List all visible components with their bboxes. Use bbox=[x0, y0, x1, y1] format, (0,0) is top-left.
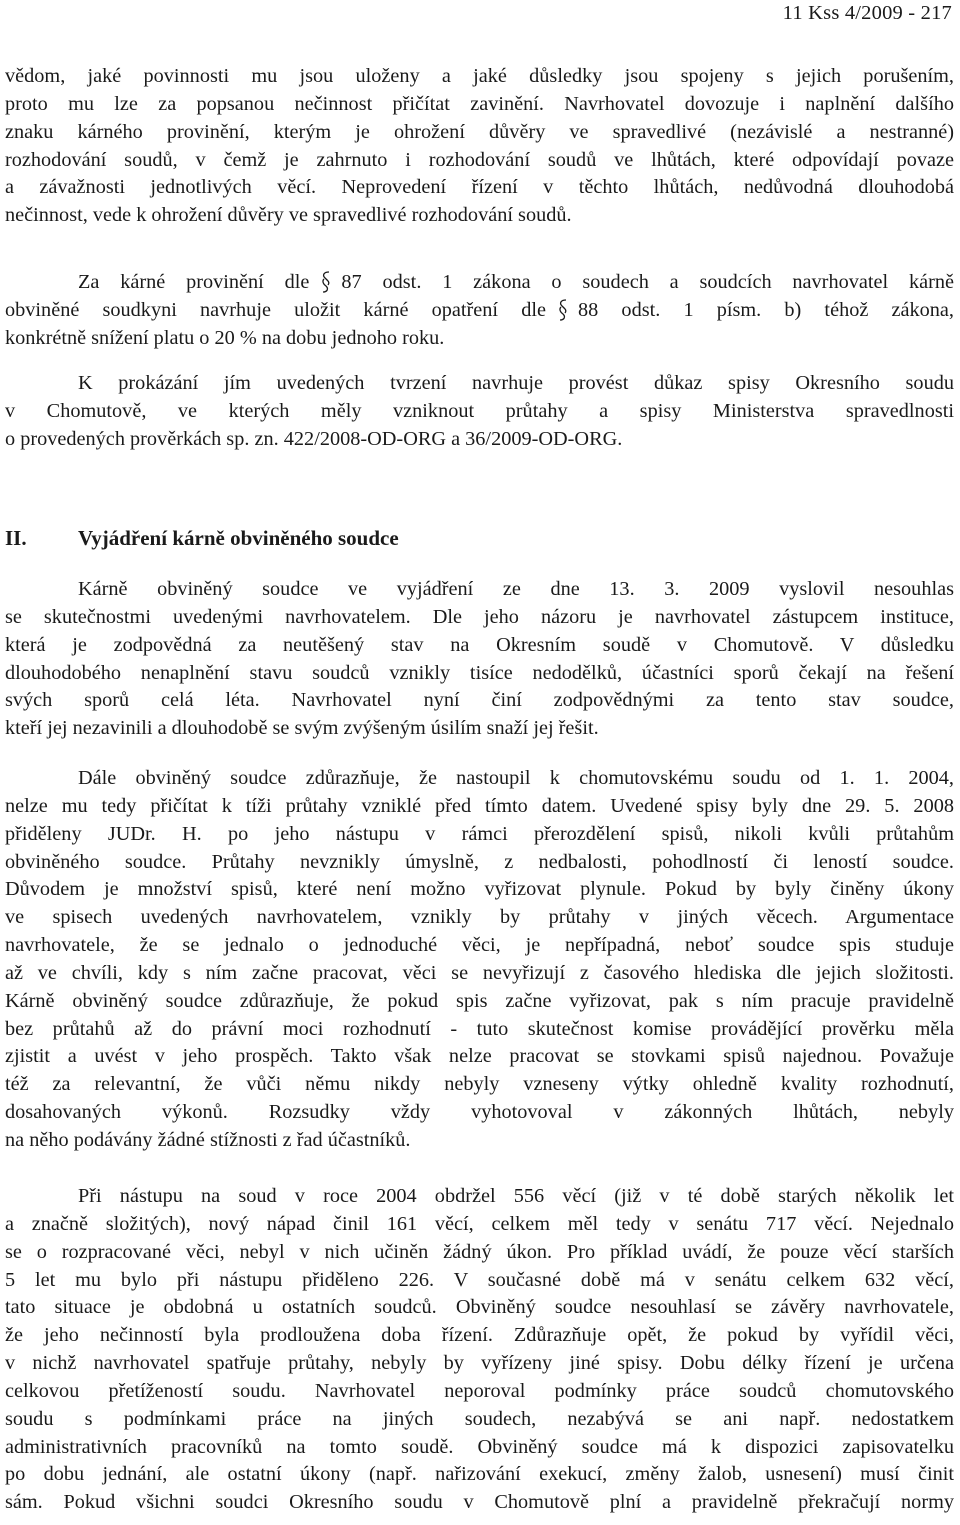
paragraph-2 bbox=[5, 269, 954, 353]
text-fragment: 88 odst. 1 písm. b) téhož zákona, bbox=[578, 298, 954, 321]
text-line: až ve chvíli, kdy s ním začne pracovat, věci se nevyřizují z časového hlediska dle jejich složitosti. bbox=[5, 961, 954, 984]
text-line: Kárně obviněný soudce ve vyjádření ze dne 13. 3. 2009 vyslovil nesouhlas bbox=[78, 578, 954, 600]
text-line: K prokázání jím uvedených tvrzení navrhuje provést důkaz spisy Okresního soudu bbox=[78, 372, 954, 394]
text-line: proto mu lze za popsanou nečinnost přičítat zavinění. Navrhovatel dovozuje i naplnění dalšího bbox=[5, 92, 954, 115]
text-line: kteří jej nezavinili a dlouhodobě se svým zvýšeným úsilím snaží jej řešit. bbox=[5, 717, 599, 740]
text-line: Důvodem je množství spisů, které není možno vyřizovat plynule. Pokud by byly činěny úkony bbox=[5, 878, 954, 901]
paragraph-1 bbox=[5, 63, 954, 230]
text-line: vědom, jaké povinnosti mu jsou uloženy a jaké důsledky jsou spojeny s jejich porušením, bbox=[5, 65, 954, 87]
text-line: rozhodování soudů, v čemž je zahrnuto i rozhodování soudů ve lhůtách, které odpovídají povaze bbox=[5, 148, 954, 171]
text-line: bez průtahů až do právní moci rozhodnutí - tuto skutečnost komise provádějící prověrku měla bbox=[5, 1017, 954, 1040]
text-line: dlouhodobého nenaplnění stavu soudců vznikly tisíce nedodělků, účastníci sporů čekají na řešení bbox=[5, 661, 954, 684]
text-line: nečinnost, vede k ohrožení důvěry ve spravedlivé rozhodování soudů. bbox=[5, 204, 572, 227]
section-heading bbox=[5, 524, 954, 552]
text-line: se o rozpracované věci, nebyl v nich učiněn žádný úkon. Pro příklad uvádí, že pouze věcí starších bbox=[5, 1240, 954, 1263]
page-header-reference: 11 Kss 4/2009 - 217 bbox=[782, 2, 952, 24]
text-line: ve spisech uvedených navrhovatelem, vznikly by průtahy v jiných věcech. Argumentace bbox=[5, 906, 954, 929]
text-line: Dále obviněný soudce zdůrazňuje, že nastoupil k chomutovskému soudu od 1. 1. 2004, bbox=[78, 767, 954, 789]
text-line: dosahovaných výkonů. Rozsudky vždy vyhotovoval v zákonných lhůtách, nebyly bbox=[5, 1101, 954, 1124]
text-line: Kárně obviněný soudce zdůrazňuje, že pokud spis začne vyřizovat, pak s ním pracuje pravidelně bbox=[5, 989, 954, 1012]
section-sign-icon bbox=[557, 298, 569, 322]
section-sign-icon bbox=[320, 270, 332, 294]
text-line: též za relevantní, že vůči němu nikdy nebyly vzneseny výtky ohledně kvality rozhodnutí, bbox=[5, 1073, 954, 1096]
section-title: Vyjádření kárně obviněného soudce bbox=[78, 526, 399, 550]
text-line: v Chomutově, ve kterých měly vzniknout průtahy a spisy Ministerstva spravedlnosti bbox=[5, 399, 954, 422]
text-line: zjistit a uvést v jeho prospěch. Takto však nelze pracovat se stovkami spisů najednou. Považuje bbox=[5, 1045, 954, 1068]
text-line: přiděleny JUDr. H. po jeho nástupu v rámci přerozdělení spisů, nikoli kvůli průtahům bbox=[5, 822, 954, 845]
text-line: 5 let mu bylo při nástupu přiděleno 226. V současné době má v senátu celkem 632 věcí, bbox=[5, 1268, 954, 1291]
paragraph-4 bbox=[5, 576, 954, 743]
text-line: a závažnosti jednotlivých věcí. Neprovedení řízení v těchto lhůtách, nedůvodná dlouhodobá bbox=[5, 176, 954, 199]
paragraph-5 bbox=[5, 765, 954, 1155]
text-line: soudu s podmínkami práce na jiných soudech, nezabývá se ani např. nedostatkem bbox=[5, 1407, 954, 1430]
text-line: navrhovatele, že se jednalo o jednoduché věci, je nepřípadná, neboť soudce spis studuje bbox=[5, 934, 954, 957]
text-line: která je zodpovědná za neutěšený stav na Okresním soudě v Chomutově. V důsledku bbox=[5, 633, 954, 656]
paragraph-6 bbox=[5, 1183, 954, 1517]
paragraph-3 bbox=[5, 370, 954, 454]
text-line: Při nástupu na soud v roce 2004 obdržel 556 věcí (již v té době starých několik let bbox=[78, 1185, 954, 1207]
text-line: nelze mu tedy přičítat k tíži průtahy vzniklé před tímto datem. Uvedené spisy byly dne 29. 5. 2008 bbox=[5, 794, 954, 817]
text-line: administrativních pracovníků na tomto soudě. Obviněný soudce má k dispozici zapisovatelku bbox=[5, 1435, 954, 1458]
text-line: se skutečnostmi uvedenými navrhovatelem. Dle jeho názoru je navrhovatel zástupcem instituce, bbox=[5, 605, 954, 628]
text-line: celkovou přetížeností soudu. Navrhovatel neporoval podmínky práce soudců chomutovského bbox=[5, 1379, 954, 1402]
text-line: svých sporů celá léta. Navrhovatel nyní činí zodpovědnými za tento stav soudce, bbox=[5, 689, 954, 712]
text-line: po dobu jednání, ale ostatní úkony (např. nařizování exekucí, změny žalob, usnesení) musí činit bbox=[5, 1463, 954, 1486]
text-line bbox=[5, 269, 954, 297]
text-line: a značně složitých), nový nápad činil 161 věcí, celkem měl tedy v senátu 717 věcí. Nejednalo bbox=[5, 1212, 954, 1235]
text-line: sám. Pokud všichni soudci Okresního soudu v Chomutově plní a pravidelně překračují normy bbox=[5, 1491, 954, 1514]
section-number: II. bbox=[5, 526, 27, 550]
text-fragment: 87 odst. 1 zákona o soudech a soudcích navrhovatel kárně bbox=[341, 271, 954, 293]
text-line bbox=[5, 297, 954, 325]
text-line: na něho podávány žádné stížnosti z řad účastníků. bbox=[5, 1128, 411, 1151]
text-line: znaku kárného provinění, kterým je ohrožení důvěry ve spravedlivé (nezávislé a nestranné) bbox=[5, 120, 954, 143]
text-fragment: obviněné soudkyni navrhuje uložit kárné opatření dle bbox=[5, 298, 546, 321]
text-line: obviněného soudce. Průtahy nevznikly úmyslně, z nedbalosti, pohodlností či leností soudce. bbox=[5, 850, 954, 873]
text-line: tato situace je obdobná u ostatních soudců. Obviněný soudce nesouhlasí se závěry navrhovatele, bbox=[5, 1296, 954, 1319]
text-fragment: Za kárné provinění dle bbox=[78, 271, 310, 293]
text-line: že jeho nečinností byla prodloužena doba řízení. Zdůrazňuje opět, že pokud by vyřídil věci, bbox=[5, 1324, 954, 1347]
text-line: konkrétně snížení platu o 20 % na dobu jednoho roku. bbox=[5, 326, 445, 349]
text-line: o provedených prověrkách sp. zn. 422/2008-OD-ORG a 36/2009-OD-ORG. bbox=[5, 427, 623, 450]
text-line: v nichž navrhovatel spatřuje průtahy, nebyly by vyřízeny jiné spisy. Dobu délky řízení je určena bbox=[5, 1352, 954, 1375]
